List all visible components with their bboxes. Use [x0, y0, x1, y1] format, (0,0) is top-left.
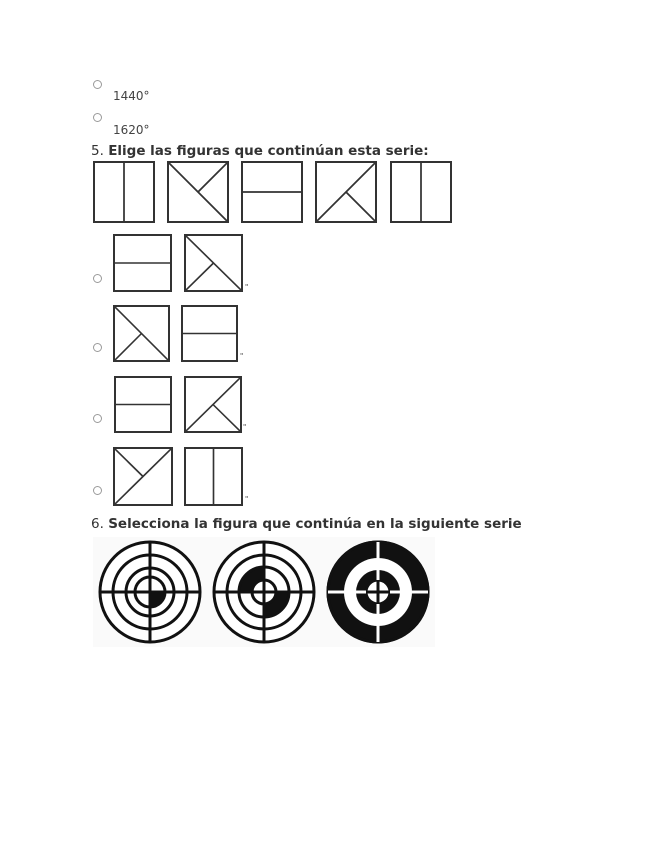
q5-option-a-mark: ": [245, 283, 249, 291]
q6-title: [91, 516, 522, 532]
q5-option-d-mark: ": [245, 495, 249, 503]
q4-option-2-radio[interactable]: [93, 113, 102, 122]
q5-option-b-mark: ": [240, 352, 244, 360]
q5-sequence-figure-3: [241, 161, 303, 223]
q6-target-2: [214, 542, 314, 642]
q5-option-c-mark: ": [243, 423, 247, 431]
q5-option-b-figure-1: [113, 305, 170, 362]
q6-target-1: [100, 542, 200, 642]
q6-number: 6.: [91, 516, 104, 532]
q5-option-c-radio[interactable]: [93, 414, 102, 423]
q5-option-a-radio[interactable]: [93, 274, 102, 283]
q5-number: 5.: [91, 143, 104, 159]
q5-option-d-figure-1: [113, 447, 173, 506]
q5-option-d-figure-2: [184, 447, 243, 506]
q4-option-1-radio[interactable]: [93, 80, 102, 89]
q5-sequence-figure-2: [167, 161, 229, 223]
q6-title-text: Selecciona la figura que continúa en la siguiente serie: [108, 516, 522, 532]
q5-option-b-radio[interactable]: [93, 343, 102, 352]
q6-target-series: [93, 537, 435, 647]
q4-option-2-label: 1620°: [113, 123, 150, 137]
q5-title-text: Elige las figuras que continúan esta serie:: [108, 143, 429, 159]
q5-option-a-figure-1: [113, 234, 172, 292]
q4-option-1-label: 1440°: [113, 89, 150, 103]
q5-title: [91, 143, 429, 159]
q5-option-a-figure-2: [184, 234, 243, 292]
q5-option-d-radio[interactable]: [93, 486, 102, 495]
q6-target-3: [328, 542, 428, 642]
q5-option-c-figure-1: [114, 376, 172, 433]
q5-sequence-figure-5: [390, 161, 452, 223]
q5-sequence-figure-1: [93, 161, 155, 223]
q5-option-c-figure-2: [184, 376, 242, 433]
q5-option-b-figure-2: [181, 305, 238, 362]
q5-sequence-figure-4: [315, 161, 377, 223]
